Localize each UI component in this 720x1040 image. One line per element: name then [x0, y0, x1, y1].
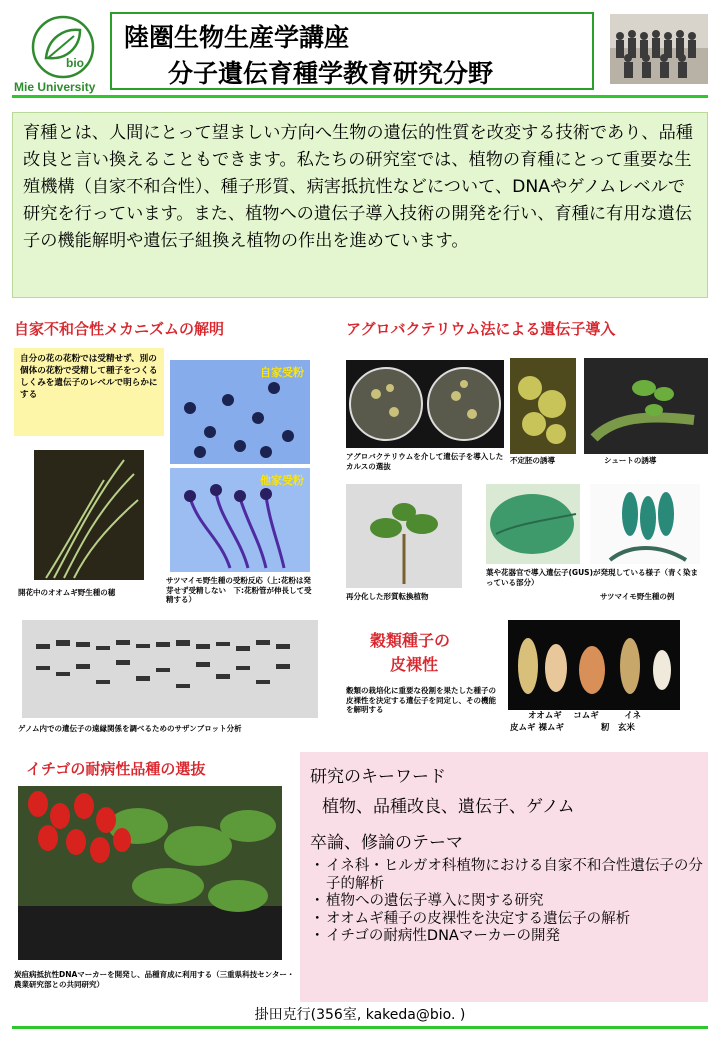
southern-blot-photo	[22, 620, 318, 718]
grain-labels-row-2: 皮ムギ 裸ムギ 籾 玄米	[510, 723, 635, 733]
grain-title-line-1: 穀類種子の	[370, 631, 451, 650]
cross-pollination-label: 他家受粉	[260, 474, 304, 487]
title-line-1: 陸圏生物生産学講座	[124, 23, 350, 52]
regenerated-caption: 再分化した形質転換植物	[346, 592, 429, 601]
self-incompatibility-note: 自分の花の花粉では受精せず、別の個体の花粉で受精して種子をつくるしくみを遺伝子のレベルで明らかにする	[14, 348, 164, 436]
university-name: Mie University	[14, 80, 96, 94]
southern-blot-caption: ゲノム内での遺伝子の遠縁関係を調べるためのサザンブロット分析	[18, 724, 242, 733]
grain-title-line-2: 皮裸性	[390, 655, 439, 674]
strawberry-title: イチゴの耐病性品種の選抜	[26, 760, 206, 778]
themes-list	[310, 858, 706, 946]
pollen-caption: サツマイモ野生種の受粉反応（上:花粉は発芽せず受精しない 下:花粉管が伸長して受精する）	[166, 576, 312, 604]
barley-spike-photo	[34, 450, 144, 580]
pollen-cross-photo	[170, 468, 310, 572]
logo	[30, 14, 96, 80]
leaf-logo-icon	[30, 14, 96, 80]
themes-heading: 卒論、修論のテーマ	[310, 833, 463, 853]
theme-item: ・ イチゴの耐病性DNAマーカーの開発	[310, 928, 706, 946]
shoot-caption: シュートの誘導	[604, 456, 657, 465]
gus-leaf-photo	[486, 484, 580, 564]
callus-dish-photo	[346, 360, 504, 448]
keywords-body: 植物、品種改良、遺伝子、ゲノム	[322, 797, 575, 817]
footer-divider	[12, 1026, 708, 1029]
adventitious-embryo-photo	[510, 358, 576, 454]
keywords-box	[300, 752, 708, 1002]
barley-caption: 開花中のオオムギ野生種の穂	[18, 588, 116, 597]
theme-item: ・ オオムギ種子の皮裸性を決定する遺伝子の解析	[310, 911, 706, 929]
theme-item: ・ イネ科・ヒルガオ科植物における自家不和合性遺伝子の分子的解析	[310, 858, 706, 893]
agrobacterium-title: アグロバクテリウム法による遺伝子導入	[346, 320, 616, 338]
logo-text: bio.	[66, 56, 88, 70]
callus-caption: アグロバクテリウムを介して遺伝子を導入したカルスの選抜	[346, 452, 504, 471]
sweet-potato-caption: サツマイモ野生種の例	[600, 592, 675, 601]
strawberry-photo	[18, 786, 282, 960]
header-divider	[12, 95, 708, 98]
gus-flower-photo	[590, 484, 700, 564]
strawberry-caption: 炭疽病抵抗性DNAマーカーを開発し、品種育成に利用する（三重県科技センター・農業研究部との共同研究）	[14, 970, 295, 989]
pollen-self-photo	[170, 360, 310, 464]
regenerated-plant-photo	[346, 484, 462, 588]
grain-labels-row-1: オオムギ コムギ イネ	[528, 711, 642, 721]
grain-seeds-photo	[508, 620, 680, 710]
group-photo	[610, 14, 708, 84]
keywords-heading: 研究のキーワード	[310, 767, 446, 787]
gus-caption: 葉や花器官で導入遺伝子(GUS)が発現している様子（青く染まっている部分）	[486, 568, 699, 587]
title-box	[110, 12, 594, 90]
contact-footer: 掛田克行(356室, kakeda@bio. )	[254, 1007, 466, 1023]
intro-text: 育種とは、人間にとって望ましい方向へ生物の遺伝的性質を改変する技術であり、品種改良と言い換えることもできます。私たちの研究室では、植物の育種にとって重要な生殖機構（自家不和合性）、種子形質、病害抵抗性などについて、DNAやゲノムレベルで研究を行っています。また、植物への遺伝子導入技術の開発を行い、育種に有用な遺伝子の機能解明や遺伝子組換え植物の作出を進めています。	[12, 112, 708, 298]
adventitious-caption: 不定胚の誘導	[510, 456, 555, 465]
theme-item: ・ 植物への遺伝子導入に関する研究	[310, 893, 706, 911]
self-incompatibility-title: 自家不和合性メカニズムの解明	[14, 320, 225, 338]
grain-description: 穀類の栽培化に重要な役割を果たした種子の皮裸性を決定する遺伝子を同定し、その機能を解明する	[346, 686, 496, 714]
title-line-2: 分子遺伝育種学教育研究分野	[168, 59, 494, 88]
shoot-photo	[584, 358, 708, 454]
self-pollination-label: 自家受粉	[260, 366, 304, 379]
